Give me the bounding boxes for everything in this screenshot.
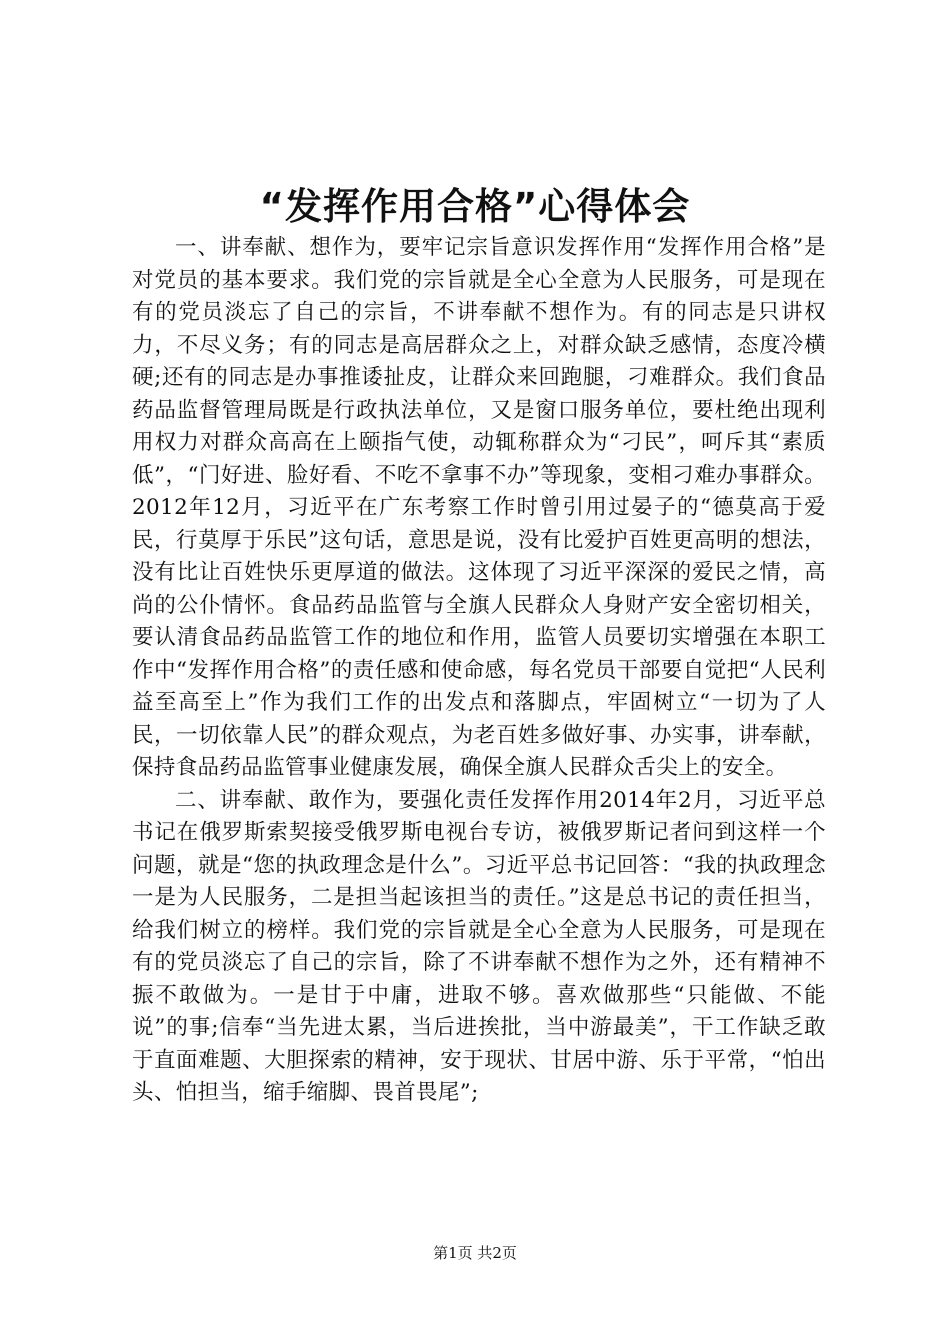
document-title: “发挥作用合格”心得体会: [259, 185, 691, 228]
document-body: [132, 232, 826, 1110]
paragraph-1: 一、讲奉献、想作为，要牢记宗旨意识发挥作用“发挥作用合格”是对党员的基本要求。我们党的宗旨就是全心全意为人民服务，可是现在有的党员淡忘了自己的宗旨，不讲奉献不想作为。有的同志是只讲权力，不尽义务；有的同志是高居群众之上，对群众缺乏感情，态度冷横硬;还有的同志是办事推诿扯皮，让群众来回跑腿，刁难群众。我们食品药品监督管理局既是行政执法单位，又是窗口服务单位，要杜绝出现利用权力对群众高高在上颐指气使，动辄称群众为“刁民”，呵斥其“素质低”，“门好进、脸好看、不吃不拿事不办”等现象，变相刁难办事群众。2012年12月，习近平在广东考察工作时曾引用过晏子的“德莫高于爱民，行莫厚于乐民”这句话，意思是说，没有比爱护百姓更高明的想法，没有比让百姓快乐更厚道的做法。这体现了习近平深深的爱民之情，高尚的公仆情怀。食品药品监管与全旗人民群众人身财产安全密切相关，要认清食品药品监管工作的地位和作用，监管人员要切实增强在本职工作中“发挥作用合格”的责任感和使命感，每名党员干部要自觉把“人民利益至高至上”作为我们工作的出发点和落脚点，牢固树立“一切为了人民，一切依靠人民”的群众观点，为老百姓多做好事、办实事，讲奉献，保持食品药品监管事业健康发展，确保全旗人民群众舌尖上的安全。: [132, 235, 826, 780]
paragraph-2: 二、讲奉献、敢作为，要强化责任发挥作用2014年2月，习近平总书记在俄罗斯索契接受俄罗斯电视台专访，被俄罗斯记者问到这样一个问题，就是“您的执政理念是什么”。习近平总书记回答：“我的执政理念一是为人民服务，二是担当起该担当的责任。”这是总书记的责任担当，给我们树立的榜样。我们党的宗旨就是全心全意为人民服务，可是现在有的党员淡忘了自己的宗旨，除了不讲奉献不想作为之外，还有精神不振不敢做为。一是甘于中庸，进取不够。喜欢做那些“只能做、不能说”的事;信奉“当先进太累，当后进挨批，当中游最美”，干工作缺乏敢于直面难题、大胆探索的精神，安于现状、甘居中游、乐于平常，“怕出头、怕担当，缩手缩脚、畏首畏尾”;: [132, 787, 826, 1105]
page-number-footer: 第1页 共2页: [433, 1244, 517, 1262]
